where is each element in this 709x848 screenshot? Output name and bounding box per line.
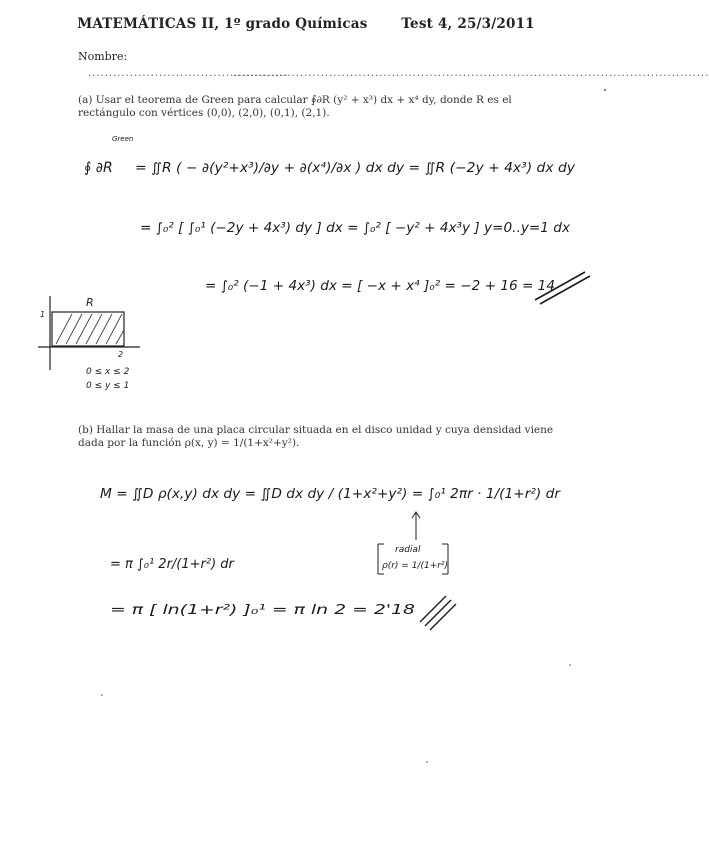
speck xyxy=(101,694,103,696)
radial-note-body: ρ(r) = 1/(1+r²) xyxy=(382,561,449,571)
speck xyxy=(569,664,571,666)
name-line-1: ................................................ xyxy=(88,68,289,79)
course-title: MATEMÁTICAS II, 1º grado Químicas xyxy=(77,16,368,32)
green-label: Green xyxy=(112,135,134,143)
question-b-text: (b) Hallar la masa de una placa circular situada en el disco unidad y cuya densidad viene dada por la función ρ(x, y) = 1/(1+x²+y²). xyxy=(78,424,554,449)
test-date: Test 4, 25/3/2011 xyxy=(401,16,535,32)
radial-note-title: radial xyxy=(395,545,421,555)
speck xyxy=(604,89,606,91)
sketch-ineq-y: 0 ≤ y ≤ 1 xyxy=(86,381,130,391)
sketch-ineq-x: 0 ≤ x ≤ 2 xyxy=(86,367,130,377)
a-line1: = ∬R ( − ∂(y²+x³)/∂y + ∂(x⁴)/∂x ) dx dy = ∬R (−2y + 4x³) dx dy xyxy=(135,161,576,176)
a-line3: = ∫₀² (−1 + 4x³) dx = [ −x + x⁴ ]₀² = −2 + 16 = 14 xyxy=(205,279,555,294)
sketch-hatching xyxy=(56,314,124,344)
b-line2: = π ∫₀¹ 2r/(1+r²) dr xyxy=(110,557,234,572)
nombre-label: Nombre: xyxy=(78,50,128,63)
sketch-label-two: 2 xyxy=(118,350,124,359)
b-line1: M = ∬D ρ(x,y) dx dy = ∬D dx dy / (1+x²+y²) = ∫₀¹ 2πr · 1/(1+r²) dr xyxy=(100,486,562,502)
b-line3: = π [ ln(1+r²) ]₀¹ = π ln 2 = 2'18 xyxy=(110,603,415,618)
a-line2: = ∫₀² [ ∫₀¹ (−2y + 4x³) dy ] dx = ∫₀² [ −y² + 4x³y ] y=0..y=1 dx xyxy=(140,221,571,236)
sketch-label-one: 1 xyxy=(40,310,46,319)
sketch-label-r: R xyxy=(86,296,94,309)
name-line-2: .................................................................................................................. xyxy=(233,68,709,79)
region-sketch xyxy=(38,296,140,391)
question-a-text: (a) Usar el teorema de Green para calcular ∮∂R (y² + x³) dx + x⁴ dy, donde R es el rectángulo con vértices (0,0), (2,0), (0,1), (2,1). xyxy=(78,94,512,119)
radial-note xyxy=(378,544,448,574)
a-line1-left: ∮ ∂R xyxy=(84,160,113,176)
speck xyxy=(426,761,428,763)
radial-arrow xyxy=(412,512,420,540)
b-answer-underline xyxy=(420,596,456,630)
